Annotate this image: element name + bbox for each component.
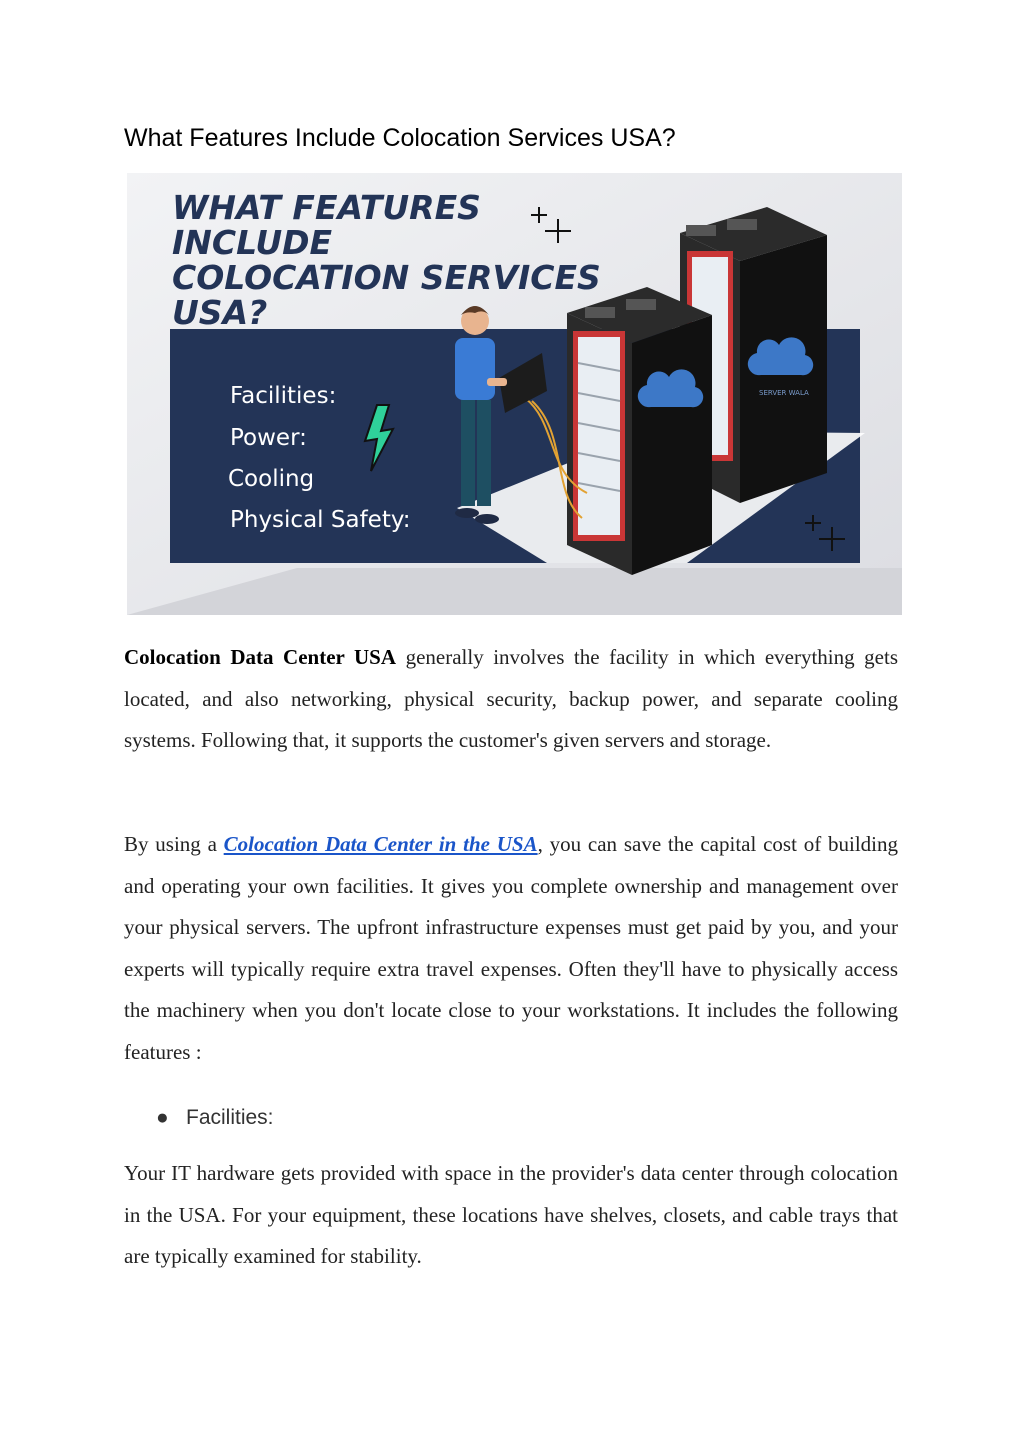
paragraph-text: , you can save the capital cost of building and operating your own facilities. It gives you complete ownership and management over your physical servers. The upfront infrastructure expenses must get paid by you, and your experts will typically require extra travel expenses. Often they'll have to physically access the machinery when you don't locate close to your workstations. It includes the following features : — [124, 832, 898, 1064]
brand-label: SERVER WALA — [759, 389, 809, 397]
hero-feature: Power: — [230, 425, 307, 451]
hero-feature: Physical Safety: — [230, 507, 411, 533]
paragraph-prefix: By using a — [124, 832, 224, 856]
paragraph-2 — [124, 824, 898, 1073]
paragraph-text: generally involves the facility in which everything gets located, and also networking, physical security, backup power, and separate cooling systems. Following that, it supports the customer's given servers and storage. — [124, 645, 899, 752]
bullet-label: Facilities: — [186, 1106, 274, 1129]
bullet-item — [156, 1106, 274, 1130]
colocation-link[interactable]: Colocation Data Center in the USA — [223, 832, 538, 856]
bold-lead: Colocation Data Center USA — [124, 645, 397, 669]
bullet-marker: ● — [156, 1106, 169, 1129]
hero-feature: Facilities: — [230, 383, 337, 409]
hero-image — [127, 173, 902, 615]
hero-headline-line: COLOCATION SERVICES — [172, 258, 601, 297]
paragraph-1 — [124, 637, 898, 762]
hero-feature: Cooling — [228, 466, 315, 492]
hero-headline-line: USA? — [172, 293, 268, 332]
paragraph-3 — [124, 1153, 898, 1278]
page-title: What Features Include Colocation Services USA? — [124, 124, 676, 152]
hero-headline-line: INCLUDE — [172, 223, 333, 262]
hero-headline-line: WHAT FEATURES — [172, 188, 481, 227]
paragraph-text: Your IT hardware gets provided with space in the provider's data center through colocation in the USA. For your equipment, these locations have shelves, closets, and cable trays that are typically examined for stability. — [124, 1161, 898, 1268]
server-rack — [567, 287, 712, 575]
